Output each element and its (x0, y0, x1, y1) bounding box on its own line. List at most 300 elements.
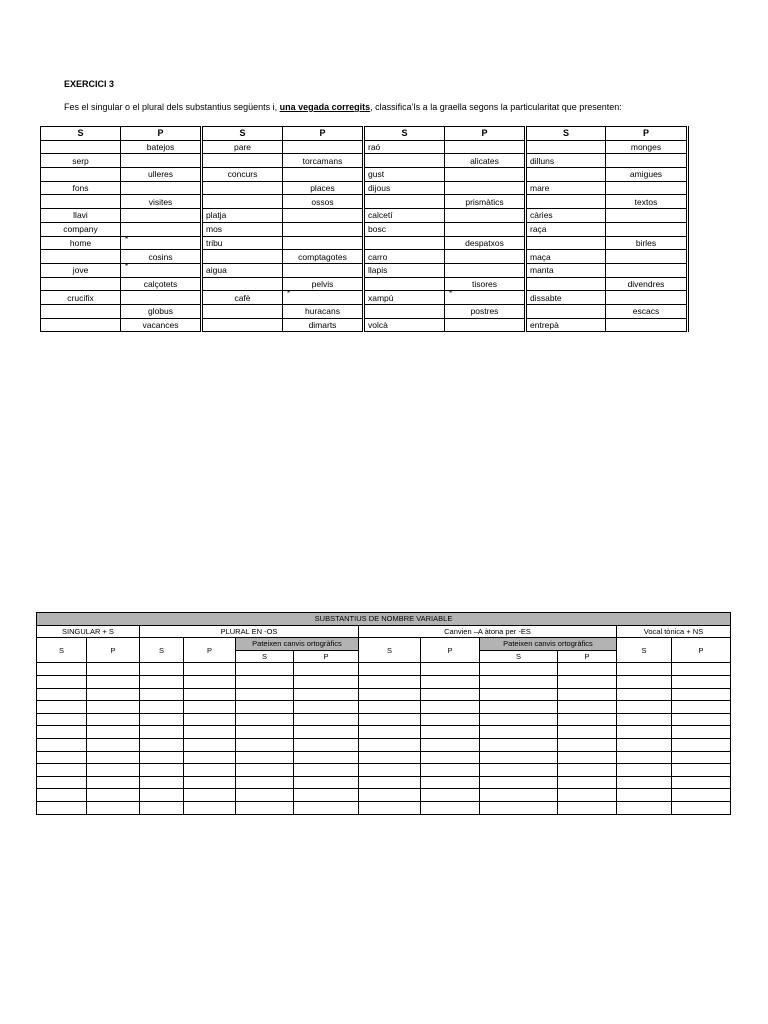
answer-cell[interactable] (558, 726, 617, 739)
answer-cell[interactable] (236, 713, 294, 726)
word-cell[interactable] (445, 168, 526, 182)
word-cell[interactable] (283, 209, 364, 223)
word-cell[interactable]: birles (606, 236, 688, 250)
answer-cell[interactable] (37, 764, 87, 777)
answer-cell[interactable] (421, 675, 480, 688)
answer-cell[interactable] (87, 726, 140, 739)
word-cell[interactable]: globus (121, 304, 202, 318)
answer-cell[interactable] (359, 751, 421, 764)
word-cell[interactable] (283, 263, 364, 277)
answer-cell[interactable] (617, 776, 672, 789)
table-row (41, 209, 688, 223)
answer-cell[interactable] (236, 764, 294, 777)
answer-cell[interactable] (294, 675, 359, 688)
answer-cell[interactable] (236, 701, 294, 714)
grid-header-p: P (121, 127, 202, 141)
answer-cell[interactable] (87, 776, 140, 789)
word-cell[interactable]: carro (364, 250, 445, 264)
word-cell[interactable] (445, 222, 526, 236)
grid-header-p: P (606, 127, 688, 141)
col-s-canvien-changes: S (480, 650, 558, 663)
answer-cell[interactable] (236, 726, 294, 739)
word-cell[interactable]: monges (606, 140, 688, 154)
word-cell[interactable]: dijous (364, 181, 445, 195)
word-cell[interactable]: vacances (121, 318, 202, 332)
word-cell[interactable]: entrepà (526, 318, 606, 332)
word-cell[interactable] (202, 195, 283, 209)
answer-cell[interactable] (294, 663, 359, 676)
answer-cell[interactable] (558, 688, 617, 701)
answer-cell[interactable] (480, 801, 558, 814)
answer-cell[interactable] (421, 776, 480, 789)
answer-cell[interactable] (480, 738, 558, 751)
answer-cell[interactable] (236, 738, 294, 751)
word-cell[interactable]: dimarts (283, 318, 364, 332)
classification-table (36, 612, 731, 815)
answer-cell[interactable] (184, 801, 236, 814)
word-cell[interactable] (606, 154, 688, 168)
answer-cell[interactable] (184, 675, 236, 688)
answer-cell[interactable] (359, 801, 421, 814)
word-cell[interactable]: escacs (606, 304, 688, 318)
word-cell[interactable]: raó (364, 140, 445, 154)
word-cell[interactable]: dilluns (526, 154, 606, 168)
answer-cell[interactable] (184, 738, 236, 751)
word-cell[interactable] (445, 318, 526, 332)
answer-cell[interactable] (558, 789, 617, 802)
word-cell[interactable] (606, 318, 688, 332)
answer-cell[interactable] (140, 713, 184, 726)
word-cell[interactable] (526, 236, 606, 250)
word-cell[interactable] (202, 277, 283, 291)
answer-cell[interactable] (140, 776, 184, 789)
word-cell[interactable] (121, 154, 202, 168)
word-cell[interactable]: pare (202, 140, 283, 154)
answer-cell[interactable] (421, 738, 480, 751)
answer-cell[interactable] (359, 713, 421, 726)
answer-cell[interactable] (184, 701, 236, 714)
word-cell[interactable] (202, 181, 283, 195)
answer-cell[interactable] (421, 789, 480, 802)
grid-header-s: S (202, 127, 283, 141)
word-cell[interactable] (202, 250, 283, 264)
answer-cell[interactable] (87, 675, 140, 688)
answer-cell[interactable] (236, 663, 294, 676)
word-cell[interactable]: home (41, 236, 121, 250)
word-cell[interactable]: ulleres (121, 168, 202, 182)
table-row (41, 304, 688, 318)
answer-cell[interactable] (672, 738, 731, 751)
word-cell[interactable]: platja (202, 209, 283, 223)
group-canvien-a: Canvien –A àtona per -ES (359, 625, 617, 638)
answer-cell[interactable] (184, 751, 236, 764)
word-cell[interactable] (283, 140, 364, 154)
answer-cell[interactable] (617, 738, 672, 751)
word-cell[interactable] (445, 181, 526, 195)
word-cell[interactable] (364, 277, 445, 291)
word-cell[interactable]: mos (202, 222, 283, 236)
answer-cell[interactable] (672, 701, 731, 714)
answer-cell[interactable] (140, 789, 184, 802)
answer-cell[interactable] (37, 713, 87, 726)
answer-cell[interactable] (672, 751, 731, 764)
col-p-canvien: P (421, 638, 480, 663)
word-cell[interactable] (202, 304, 283, 318)
word-cell[interactable]: places (283, 181, 364, 195)
answer-cell[interactable] (480, 675, 558, 688)
word-cell[interactable]: bosc (364, 222, 445, 236)
word-grid (40, 126, 689, 332)
word-cell[interactable]: llapis (364, 263, 445, 277)
answer-cell[interactable] (140, 675, 184, 688)
word-cell[interactable] (41, 304, 121, 318)
word-cell[interactable] (41, 140, 121, 154)
classification-title: SUBSTANTIUS DE NOMBRE VARIABLE (37, 613, 731, 626)
answer-cell[interactable] (617, 789, 672, 802)
answer-cell[interactable] (37, 726, 87, 739)
answer-cell[interactable] (184, 688, 236, 701)
word-cell[interactable]: calcetí (364, 209, 445, 223)
word-cell[interactable] (121, 181, 202, 195)
word-cell[interactable]: torcamans (283, 154, 364, 168)
answer-cell[interactable] (87, 764, 140, 777)
table-row (41, 277, 688, 291)
answer-cell[interactable] (359, 701, 421, 714)
answer-cell[interactable] (87, 663, 140, 676)
canvien-changes-label: Pateixen canvis ortogràfics (480, 638, 617, 651)
table-row (41, 168, 688, 182)
word-cell[interactable]: jove (41, 263, 121, 277)
answer-cell[interactable] (558, 701, 617, 714)
answer-cell[interactable] (359, 776, 421, 789)
answer-cell[interactable] (359, 738, 421, 751)
word-cell[interactable]: comptagotes (283, 250, 364, 264)
answer-cell[interactable] (359, 789, 421, 802)
answer-cell[interactable] (294, 738, 359, 751)
word-cell[interactable] (606, 250, 688, 264)
word-cell[interactable] (445, 291, 526, 305)
answer-cell[interactable] (359, 663, 421, 676)
answer-cell[interactable] (617, 751, 672, 764)
answer-cell[interactable] (558, 675, 617, 688)
word-cell[interactable]: fons (41, 181, 121, 195)
answer-cell[interactable] (359, 688, 421, 701)
answer-cell[interactable] (480, 764, 558, 777)
answer-cell[interactable] (558, 738, 617, 751)
word-cell[interactable] (41, 195, 121, 209)
answer-cell[interactable] (672, 726, 731, 739)
answer-cell[interactable] (236, 801, 294, 814)
answer-cell[interactable] (421, 663, 480, 676)
table-row (37, 701, 731, 714)
answer-cell[interactable] (558, 776, 617, 789)
answer-cell[interactable] (87, 713, 140, 726)
answer-cell[interactable] (236, 789, 294, 802)
word-cell[interactable]: postres (445, 304, 526, 318)
word-cell[interactable] (526, 304, 606, 318)
answer-cell[interactable] (37, 801, 87, 814)
word-cell[interactable]: amigues (606, 168, 688, 182)
answer-cell[interactable] (294, 688, 359, 701)
answer-cell[interactable] (421, 801, 480, 814)
instruction-text-end: , classifica’ls a la graella segons la particularitat que presenten: (370, 102, 622, 112)
word-grid-header (41, 127, 688, 141)
word-cell[interactable]: ossos (283, 195, 364, 209)
answer-cell[interactable] (617, 713, 672, 726)
answer-cell[interactable] (617, 701, 672, 714)
word-cell[interactable]: tribu (202, 236, 283, 250)
answer-cell[interactable] (558, 751, 617, 764)
answer-cell[interactable] (558, 663, 617, 676)
word-cell[interactable] (364, 304, 445, 318)
word-cell[interactable]: despatxos (445, 236, 526, 250)
word-cell[interactable] (445, 140, 526, 154)
answer-cell[interactable] (480, 688, 558, 701)
table-row (41, 236, 688, 250)
answer-cell[interactable] (236, 751, 294, 764)
answer-cell[interactable] (37, 789, 87, 802)
answer-cell[interactable] (558, 713, 617, 726)
asterisk-mark: * (449, 290, 453, 299)
answer-cell[interactable] (294, 701, 359, 714)
word-cell[interactable]: maça (526, 250, 606, 264)
answer-cell[interactable] (37, 738, 87, 751)
asterisk-mark: * (125, 263, 129, 271)
answer-cell[interactable] (672, 688, 731, 701)
answer-cell[interactable] (37, 751, 87, 764)
word-cell[interactable] (202, 318, 283, 332)
answer-cell[interactable] (87, 701, 140, 714)
word-cell[interactable]: manta (526, 263, 606, 277)
word-cell[interactable] (121, 209, 202, 223)
word-cell[interactable]: concurs (202, 168, 283, 182)
table-row (41, 222, 688, 236)
answer-cell[interactable] (672, 776, 731, 789)
answer-cell[interactable] (617, 801, 672, 814)
answer-cell[interactable] (672, 789, 731, 802)
word-cell[interactable] (41, 168, 121, 182)
word-cell[interactable]: cosins (121, 250, 202, 264)
word-cell[interactable] (41, 318, 121, 332)
answer-cell[interactable] (617, 688, 672, 701)
answer-cell[interactable] (294, 726, 359, 739)
exercise-title: EXERCICI 3 (64, 79, 115, 89)
word-cell[interactable] (41, 277, 121, 291)
word-cell[interactable]: cafè (202, 291, 283, 305)
col-s-vocal: S (617, 638, 672, 663)
word-cell[interactable]: alicates (445, 154, 526, 168)
word-cell[interactable]: textos (606, 195, 688, 209)
table-row (41, 291, 688, 305)
word-cell[interactable]: volcà (364, 318, 445, 332)
answer-cell[interactable] (480, 713, 558, 726)
word-cell[interactable] (526, 140, 606, 154)
answer-cell[interactable] (37, 675, 87, 688)
answer-cell[interactable] (236, 776, 294, 789)
answer-cell[interactable] (359, 764, 421, 777)
answer-cell[interactable] (140, 701, 184, 714)
word-cell[interactable] (606, 263, 688, 277)
answer-cell[interactable] (672, 663, 731, 676)
answer-cell[interactable] (421, 688, 480, 701)
answer-cell[interactable] (617, 663, 672, 676)
word-cell[interactable] (606, 181, 688, 195)
answer-cell[interactable] (140, 688, 184, 701)
word-cell[interactable] (364, 154, 445, 168)
answer-cell[interactable] (87, 801, 140, 814)
table-row (37, 764, 731, 777)
grid-header-p: P (445, 127, 526, 141)
answer-cell[interactable] (359, 726, 421, 739)
answer-cell[interactable] (558, 764, 617, 777)
word-cell[interactable] (121, 263, 202, 277)
answer-cell[interactable] (558, 801, 617, 814)
answer-cell[interactable] (184, 776, 236, 789)
word-cell[interactable] (526, 195, 606, 209)
grid-header-p: P (283, 127, 364, 141)
word-cell[interactable]: aigua (202, 263, 283, 277)
answer-cell[interactable] (421, 751, 480, 764)
group-plural-os: PLURAL EN -OS (140, 625, 359, 638)
word-cell[interactable] (606, 209, 688, 223)
col-p-vocal: P (672, 638, 731, 663)
answer-cell[interactable] (37, 701, 87, 714)
answer-cell[interactable] (87, 751, 140, 764)
answer-cell[interactable] (184, 713, 236, 726)
word-cell[interactable] (445, 263, 526, 277)
col-p-os-changes: P (294, 650, 359, 663)
word-cell[interactable]: càries (526, 209, 606, 223)
answer-cell[interactable] (672, 801, 731, 814)
word-cell[interactable] (121, 291, 202, 305)
answer-cell[interactable] (359, 675, 421, 688)
answer-cell[interactable] (294, 713, 359, 726)
answer-cell[interactable] (421, 764, 480, 777)
grid-header-s: S (364, 127, 445, 141)
answer-cell[interactable] (480, 751, 558, 764)
word-cell[interactable]: raça (526, 222, 606, 236)
answer-cell[interactable] (421, 726, 480, 739)
answer-cell[interactable] (421, 701, 480, 714)
group-singular-s: SINGULAR + S (37, 625, 140, 638)
answer-cell[interactable] (421, 713, 480, 726)
word-cell[interactable]: serp (41, 154, 121, 168)
col-s-singular: S (37, 638, 87, 663)
answer-cell[interactable] (294, 789, 359, 802)
word-cell[interactable] (121, 236, 202, 250)
table-row (37, 663, 731, 676)
col-s-os-changes: S (236, 650, 294, 663)
word-cell[interactable] (202, 154, 283, 168)
word-cell[interactable]: batejos (121, 140, 202, 154)
word-cell[interactable] (445, 250, 526, 264)
answer-cell[interactable] (236, 688, 294, 701)
word-cell[interactable]: crucifix (41, 291, 121, 305)
word-cell[interactable]: pelvis (283, 277, 364, 291)
answer-cell[interactable] (294, 776, 359, 789)
answer-cell[interactable] (37, 688, 87, 701)
answer-cell[interactable] (617, 726, 672, 739)
word-cell[interactable]: xampú (364, 291, 445, 305)
answer-cell[interactable] (140, 764, 184, 777)
word-cell[interactable] (445, 209, 526, 223)
col-s-canvien: S (359, 638, 421, 663)
word-cell[interactable] (283, 291, 364, 305)
word-cell[interactable] (364, 236, 445, 250)
answer-cell[interactable] (480, 701, 558, 714)
answer-cell[interactable] (480, 776, 558, 789)
word-cell[interactable] (606, 222, 688, 236)
word-cell[interactable] (526, 168, 606, 182)
table-row (37, 688, 731, 701)
answer-cell[interactable] (480, 663, 558, 676)
asterisk-mark: * (125, 236, 129, 244)
answer-cell[interactable] (184, 764, 236, 777)
word-cell[interactable]: tisores (445, 277, 526, 291)
answer-cell[interactable] (140, 663, 184, 676)
word-cell[interactable]: dissabte (526, 291, 606, 305)
word-cell[interactable]: prismàtics (445, 195, 526, 209)
answer-cell[interactable] (294, 751, 359, 764)
word-cell[interactable] (606, 291, 688, 305)
answer-cell[interactable] (140, 751, 184, 764)
answer-cell[interactable] (184, 726, 236, 739)
word-cell[interactable]: divendres (606, 277, 688, 291)
answer-cell[interactable] (480, 726, 558, 739)
word-cell[interactable] (283, 168, 364, 182)
answer-cell[interactable] (617, 764, 672, 777)
word-cell[interactable]: huracans (283, 304, 364, 318)
word-cell[interactable] (41, 250, 121, 264)
answer-cell[interactable] (87, 789, 140, 802)
answer-cell[interactable] (184, 663, 236, 676)
word-cell[interactable] (526, 277, 606, 291)
answer-cell[interactable] (140, 726, 184, 739)
answer-cell[interactable] (87, 688, 140, 701)
answer-cell[interactable] (140, 801, 184, 814)
word-cell[interactable]: llavi (41, 209, 121, 223)
answer-cell[interactable] (140, 738, 184, 751)
answer-cell[interactable] (37, 776, 87, 789)
answer-cell[interactable] (672, 675, 731, 688)
word-cell[interactable] (364, 195, 445, 209)
word-cell[interactable]: calçotets (121, 277, 202, 291)
answer-cell[interactable] (617, 675, 672, 688)
word-cell[interactable]: gust (364, 168, 445, 182)
answer-cell[interactable] (236, 675, 294, 688)
answer-cell[interactable] (87, 738, 140, 751)
grid-header-s: S (526, 127, 606, 141)
answer-cell[interactable] (672, 713, 731, 726)
answer-cell[interactable] (294, 764, 359, 777)
word-cell[interactable]: mare (526, 181, 606, 195)
answer-cell[interactable] (480, 789, 558, 802)
word-cell[interactable]: visites (121, 195, 202, 209)
answer-cell[interactable] (294, 801, 359, 814)
answer-cell[interactable] (672, 764, 731, 777)
table-row (41, 154, 688, 168)
answer-cell[interactable] (184, 789, 236, 802)
word-cell[interactable] (121, 222, 202, 236)
table-row (41, 263, 688, 277)
word-cell[interactable] (283, 236, 364, 250)
answer-cell[interactable] (37, 663, 87, 676)
table-row (41, 195, 688, 209)
table-row (37, 726, 731, 739)
word-cell[interactable] (283, 222, 364, 236)
word-cell[interactable]: company (41, 222, 121, 236)
col-p-canvien-changes: P (558, 650, 617, 663)
